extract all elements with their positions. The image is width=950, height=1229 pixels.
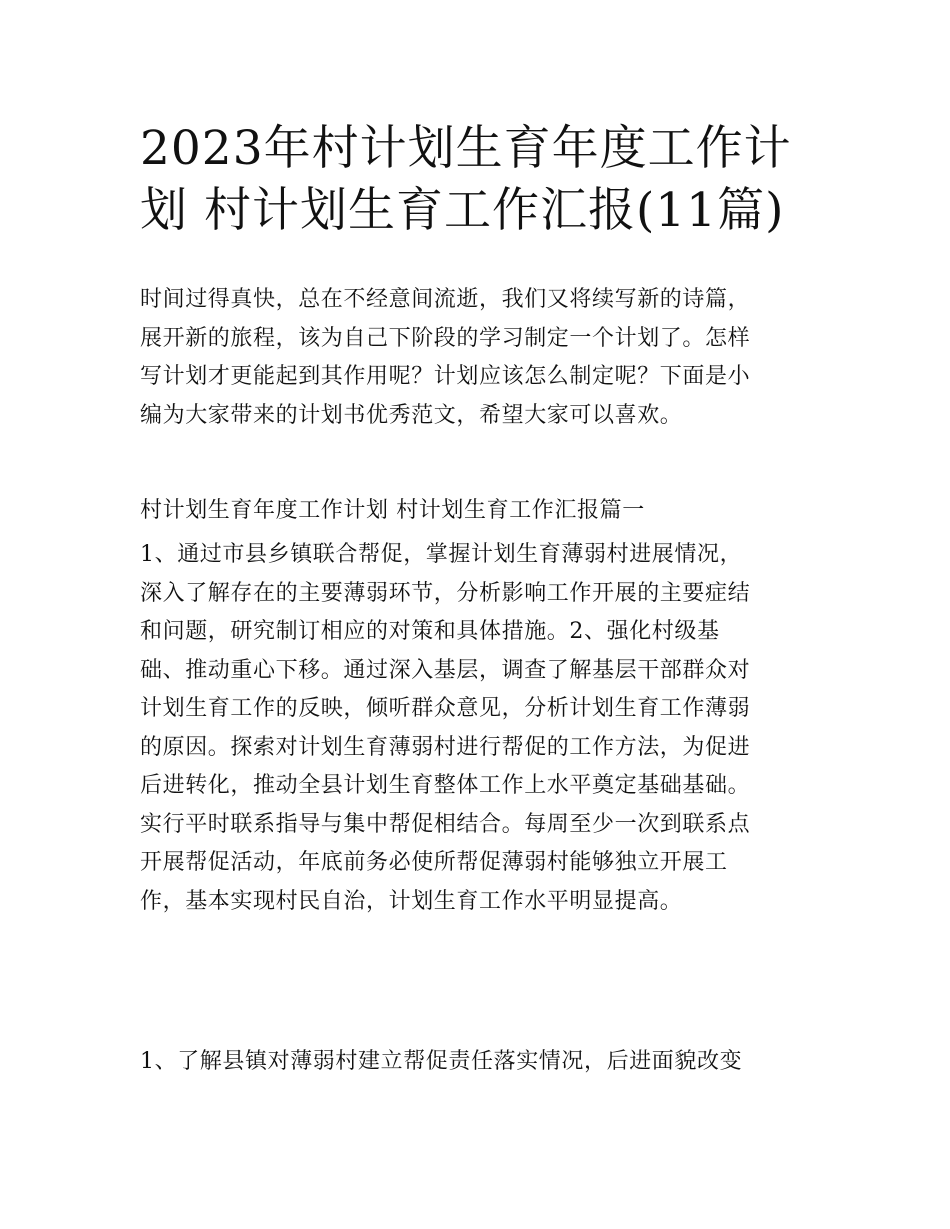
document-title bbox=[140, 118, 820, 242]
body-paragraph-2 bbox=[140, 1043, 820, 1082]
intro-line: 时间过得真快，总在不经意间流逝，我们又将续写新的诗篇， bbox=[140, 287, 751, 312]
intro-line: 写计划才更能起到其作用呢？计划应该怎么制定呢？下面是小 bbox=[140, 364, 751, 389]
paragraph-line: 作，基本实现村民自治，计划生育工作水平明显提高。 bbox=[140, 888, 683, 914]
body-paragraph-1 bbox=[140, 536, 820, 921]
paragraph-line: 和问题，研究制订相应的对策和具体措施。2、强化村级基 bbox=[140, 619, 720, 644]
intro-line: 编为大家带来的计划书优秀范文，希望大家可以喜欢。 bbox=[140, 402, 683, 428]
section-heading-text: 村计划生育年度工作计划 村计划生育工作汇报篇一 bbox=[140, 498, 645, 523]
paragraph-line: 后进转化，推动全县计划生育整体工作上水平奠定基础基础。 bbox=[140, 773, 751, 798]
paragraph-line: 础、推动重心下移。通过深入基层，调查了解基层干部群众对 bbox=[140, 657, 751, 683]
paragraph-line: 实行平时联系指导与集中帮促相结合。每周至少一次到联系点 bbox=[140, 811, 751, 837]
paragraph-line: 开展帮促活动，年底前务必使所帮促薄弱村能够独立开展工 bbox=[140, 850, 728, 875]
intro-line: 展开新的旅程，该为自己下阶段的学习制定一个计划了。怎样 bbox=[140, 325, 751, 351]
paragraph-line: 1、了解县镇对薄弱村建立帮促责任落实情况，后进面貌改变 bbox=[140, 1049, 743, 1074]
paragraph-line: 的原因。探索对计划生育薄弱村进行帮促的工作方法，为促进 bbox=[140, 734, 751, 760]
title-line-2: 划 村计划生育工作汇报(11篇) bbox=[140, 183, 785, 238]
paragraph-line: 深入了解存在的主要薄弱环节，分析影响工作开展的主要症结 bbox=[140, 580, 751, 606]
paragraph-line: 计划生育工作的反映，倾听群众意见，分析计划生育工作薄弱 bbox=[140, 696, 751, 721]
intro-paragraph bbox=[140, 281, 820, 435]
section-heading bbox=[140, 492, 820, 531]
paragraph-line: 1、通过市县乡镇联合帮促，掌握计划生育薄弱村进展情况， bbox=[140, 542, 743, 567]
title-line-1: 2023年村计划生育年度工作计 bbox=[140, 121, 792, 176]
